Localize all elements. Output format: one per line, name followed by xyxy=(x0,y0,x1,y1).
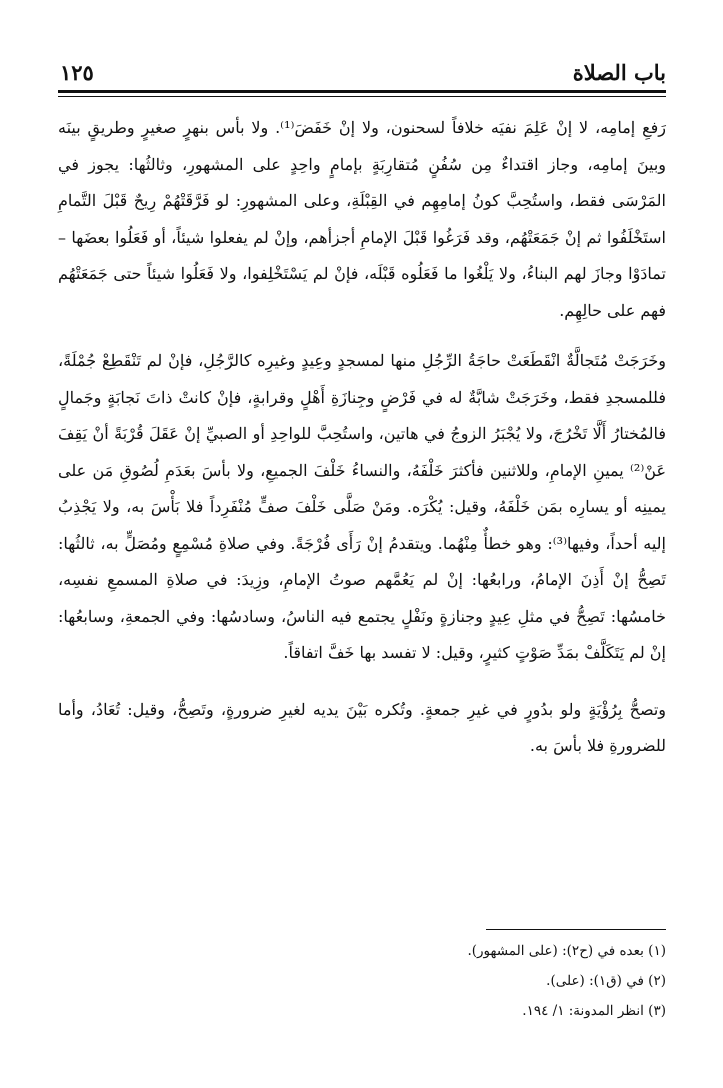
header-rule-thick xyxy=(58,90,666,93)
footnote: (٣) انظر المدونة: ١/ ١٩٤. xyxy=(522,1003,666,1019)
footnote-separator xyxy=(486,929,666,930)
page-header xyxy=(58,58,666,88)
paragraph: وتصحُّ بِرُؤْيَةٍ ولو بدُورٍ في غيرِ جمعةٍ. وتُكره بَيْنَ يديه لغيرِ ضرورةٍ، وتَصِحُّ، وقيل: تُعَادُ، وأما للضرورةِ فلا بأسَ به. xyxy=(58,699,667,755)
paragraph: رَفعِ إمامِه، لا إنْ عَلِمَ نفيَه خلافاً لسحنون، ولا إنْ خَفَضَ⁽¹⁾. ولا بأس بنهرٍ صغيرٍ وطريقٍ بينَه وبينَ إمامِه، وجاز اقتداءٌ مِن سُفُنٍ مُتقارِبَةٍ بإمامٍ واحِدٍ على المشهورِ، وثالثُها: يجوز في المَرْسَى فقط، واستُحِبَّ كونُ إمامِهِم في القِبْلَةِ، وعلى المشهورِ: لو فَرَّقَتْهُمْ رِيحٌ قَبْلَ التَّمامِ استَخْلَفُوا ثم إنْ جَمَعَتْهُم، وقد فَرَغُوا قَبْلَ الإمامِ أجزأهم، وإنْ لم يفعلوا شيئاً، أو فَعَلُوا بعضَها – تمادَوْا وجازَ لهم البناءُ، ولا يَلْغُوا ما فَعَلُوه قَبْلَه، فإنْ لم يَسْتَخْلِفوا، ولا فَعَلُوا شيئاً حتى جَمَعَتْهُم فهم على حالِهِم. xyxy=(58,118,666,320)
main-text xyxy=(58,110,666,765)
footnotes xyxy=(58,936,666,1026)
page-number: ١٢٥ xyxy=(60,60,94,85)
book-page xyxy=(58,0,666,1088)
footnote: (١) بعده في (ح٢): (على المشهور). xyxy=(467,943,666,959)
header-rule-thin xyxy=(58,96,666,97)
running-title: باب الصلاة xyxy=(572,60,666,85)
footnote: (٢) في (ق١): (على). xyxy=(546,973,666,989)
paragraph: وخَرَجَتْ مُتَجالَّةٌ انْقَطَعَتْ حاجَةُ الرِّجُلِ منها لمسجدٍ وعِيدٍ وغيرِه كالرَّجُلِ، فإنْ لم تَنْقَطِعْ جُمْلَةً، فللمسجدِ فقط، وخَرَجَتْ شابَّةٌ له في فَرْضٍ وجِنازَةِ أَهْلٍ وقرابةٍ، فإنْ كانتْ ذاتَ نَجابَةٍ وجَمالٍ فالمُختارُ أَلَّا تَخْرُجَ، ولا يُجْبَرُ الزوجُ في هاتين، واستُحِبَّ للواحِدِ أو الصبيِّ إنْ عَقَلَ قُرْبَةً أنْ يَقِفَ عَنْ⁽²⁾ يمينِ الإمامِ، وللاثنين فأكثرَ خَلْفَهُ، والنساءُ خَلْفَ الجميعِ، ولا بأسَ بعَدَمِ لُصُوقِ مَن على يمينِه أو يسارِه بمَن خَلْفَهُ، وقيل: يُكْرَه. ومَنْ صَلَّى خَلْفَ صفٍّ مُنْفَرِداً فلا بَأْسَ به، ولا يَجْذِبُ إليه أحداً، وفيها⁽³⁾: وهو خطأٌ مِنْهُما. ويتقدمُ إنْ رَأَى فُرْجَةً. وفي صلاةِ مُسْمِعٍ ومُصَلٍّ به، ثالثُها: تَصِحُّ إنْ أَذِنَ الإمامُ، ورابعُها: إنْ لم يَعُمَّهم صوتُ الإمامِ، وزِيدَ: في صلاةِ المسمعِ نفسِه، خامسُها: تَصِحُّ في مثلِ عِيدٍ وجنازةٍ ونَفْلٍ يجتمع فيه الناسُ، وسادسُها: وفي الجمعةِ، وسابعُها: إنْ لم يَتَكَلَّفْ بمَدِّ صَوْتٍ كثيرٍ، وقيل: لا تفسد بها خَفَّ اتفاقاً. xyxy=(58,351,667,662)
